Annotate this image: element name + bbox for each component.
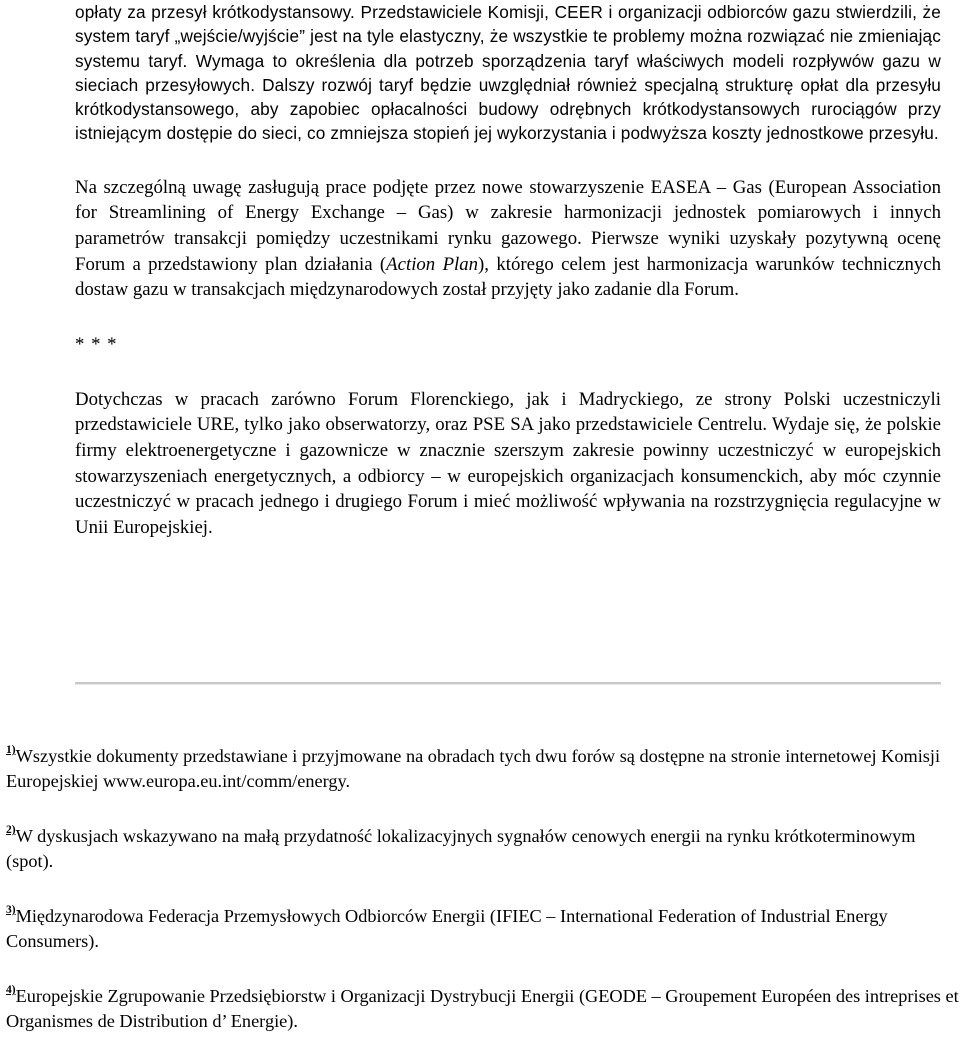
footnotes xyxy=(6,744,960,1064)
main-text xyxy=(75,0,941,540)
footnote-mark: 2) xyxy=(6,824,16,836)
footnote-text: W dyskusjach wskazywano na małą przydatność lokalizacyjnych sygnałów cenowych energii na rynku krótkoterminowym (spot). xyxy=(6,826,916,871)
footnote-mark: 3) xyxy=(6,904,16,916)
footnote-2 xyxy=(6,824,960,874)
paragraph-easea-start: Na szczególną uwagę zasługują prace podjęte przez nowe stowarzyszenie EASEA – Gas (European Association for Streamlining of Energy Exchange – Gas) w zakresie harmonizacji jednostek pomiarowych i innych parametrów transakcji pomiędzy uczestnikami rynku gazowego. Pierwsze wyniki uzyskały pozytywną ocenę Forum a przedstawiony plan działania ( xyxy=(75,176,941,275)
paragraph-poland: Dotychczas w pracach zarówno Forum Florenckiego, jak i Madryckiego, ze strony Polski uczestniczyli przedstawiciele URE, tylko jako obserwatorzy, oraz PSE SA jako przedstawiciele Centrelu. Wydaje się, że polskie firmy elektroenergetyczne i gazownicze w znacznie szerszym zakresie powinny uczestniczyć w europejskich stowarzyszeniach energetycznych, a odbiorcy – w europejskich organizacjach konsumenckich, aby móc czynnie uczestniczyć w pracach jednego i drugiego Forum i mieć możliwość wpływania na rozstrzygnięcia regulacyjne w Unii Europejskiej. xyxy=(75,388,941,538)
action-plan-term: Action Plan xyxy=(386,253,479,275)
paragraph-easea-end: ), którego celem jest harmonizacja warunków technicznych dostaw gazu w transakcjach międzynarodowych został przyjęty jako zadanie dla Forum. xyxy=(75,253,941,301)
section-separator: * * * xyxy=(75,333,118,355)
footnote-text: Międzynarodowa Federacja Przemysłowych Odbiorców Energii (IFIEC – International Federation of Industrial Energy Consumers). xyxy=(6,906,888,951)
paragraph-tariffs: opłaty za przesył krótkodystansowy. Przedstawiciele Komisji, CEER i organizacji odbiorców gazu stwierdzili, że system taryf „wejście/wyjście” jest na tyle elastyczny, że wszystkie te problemy można rozwiązać nie zmieniając systemu taryf. Wymaga to określenia dla potrzeb sporządzenia taryf właściwych modeli rozpływów gazu w sieciach przesyłowych. Dalszy rozwój taryf będzie uwzględniał również specjalną strukturę opłat dla przesyłu krótkodystansowego, aby zapobiec opłacalności budowy odrębnych krótkodystansowych rurociągów przy istniejącym dostępie do sieci, co zmniejsza stopień jej wykorzystania i podwyższa koszty jednostkowe przesyłu. xyxy=(75,2,941,144)
footnote-mark: 1) xyxy=(6,744,16,756)
footnote-mark: 4) xyxy=(6,984,16,996)
footnote-1 xyxy=(6,744,960,794)
paragraph-easea xyxy=(75,175,941,303)
footnote-3 xyxy=(6,904,960,954)
footnote-text: Europejskie Zgrupowanie Przedsiębiorstw i Organizacji Dystrybucji Energii (GEODE – Groupement Européen des intreprises et Organismes de Distribution d’ Energie). xyxy=(6,986,959,1031)
footnote-text: Wszystkie dokumenty przedstawiane i przyjmowane na obradach tych dwu forów są dostępne na stronie internetowej Komisji Europejskiej www.europa.eu.int/comm/energy. xyxy=(6,746,941,791)
footnote-divider xyxy=(75,682,941,685)
footnote-4 xyxy=(6,984,960,1034)
